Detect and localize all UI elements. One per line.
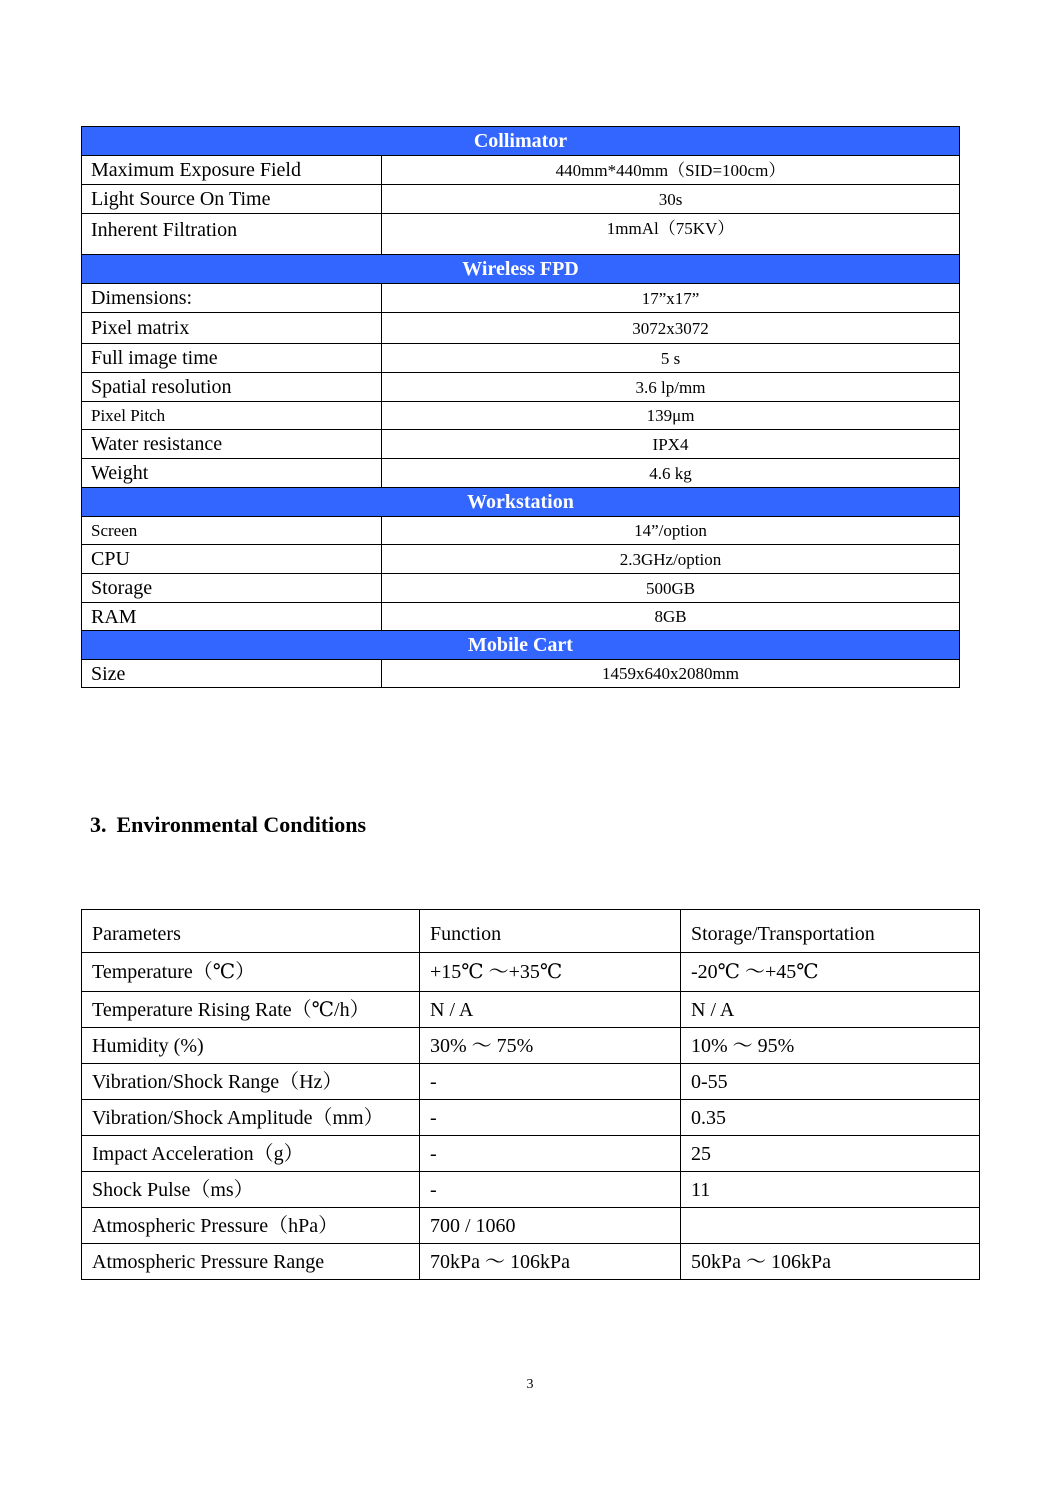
env-function: N / A bbox=[420, 992, 681, 1028]
spec-label: RAM bbox=[82, 603, 382, 631]
spec-value: 14”/option bbox=[382, 517, 960, 545]
spec-row bbox=[82, 185, 960, 214]
env-row bbox=[82, 1172, 980, 1208]
section-title: Collimator bbox=[82, 127, 960, 156]
spec-value: 30s bbox=[382, 185, 960, 214]
env-parameter: Impact Acceleration（g） bbox=[82, 1136, 420, 1172]
env-parameter: Vibration/Shock Range（Hz） bbox=[82, 1064, 420, 1100]
env-storage: 50kPa ～ 106kPa bbox=[681, 1244, 980, 1280]
spec-value: IPX4 bbox=[382, 430, 960, 459]
section-heading-text: Environmental Conditions bbox=[116, 812, 367, 837]
env-parameter: Atmospheric Pressure Range bbox=[82, 1244, 420, 1280]
spec-row bbox=[82, 284, 960, 313]
spec-row bbox=[82, 313, 960, 344]
spec-label: Screen bbox=[82, 517, 382, 545]
env-function: - bbox=[420, 1064, 681, 1100]
env-function: 700 / 1060 bbox=[420, 1208, 681, 1244]
section-title: Workstation bbox=[82, 488, 960, 517]
env-function: 30% ～ 75% bbox=[420, 1028, 681, 1064]
page-number: 3 bbox=[526, 1377, 534, 1392]
env-row bbox=[82, 953, 980, 992]
env-parameter: Temperature Rising Rate（℃/h） bbox=[82, 992, 420, 1028]
section-header-mobile-cart bbox=[82, 631, 960, 660]
env-storage: -20℃ ～+45℃ bbox=[681, 953, 980, 992]
spec-row bbox=[82, 660, 960, 688]
spec-value: 139μm bbox=[382, 402, 960, 430]
spec-label: Water resistance bbox=[82, 430, 382, 459]
env-storage: 10% ～ 95% bbox=[681, 1028, 980, 1064]
spec-value: 3.6 lp/mm bbox=[382, 373, 960, 402]
env-storage: 25 bbox=[681, 1136, 980, 1172]
env-row bbox=[82, 992, 980, 1028]
spec-value: 1459x640x2080mm bbox=[382, 660, 960, 688]
spec-label: CPU bbox=[82, 545, 382, 574]
env-header-cell: Function bbox=[420, 910, 681, 953]
env-row bbox=[82, 1064, 980, 1100]
spec-label: Dimensions: bbox=[82, 284, 382, 313]
spec-value: 3072x3072 bbox=[382, 313, 960, 344]
env-header-cell: Parameters bbox=[82, 910, 420, 953]
spec-row bbox=[82, 574, 960, 603]
spec-label: Maximum Exposure Field bbox=[82, 156, 382, 185]
spec-row bbox=[82, 402, 960, 430]
spec-label: Full image time bbox=[82, 344, 382, 373]
env-parameter: Atmospheric Pressure（hPa） bbox=[82, 1208, 420, 1244]
env-header-row bbox=[82, 910, 980, 953]
spec-row bbox=[82, 373, 960, 402]
spec-value: 4.6 kg bbox=[382, 459, 960, 488]
section-number: 3. bbox=[90, 812, 107, 837]
env-storage: N / A bbox=[681, 992, 980, 1028]
spec-label: Inherent Filtration bbox=[82, 214, 382, 255]
spec-row bbox=[82, 156, 960, 185]
specifications-table bbox=[81, 126, 960, 688]
section-heading-environmental bbox=[90, 812, 366, 838]
spec-label: Pixel matrix bbox=[82, 313, 382, 344]
spec-label: Size bbox=[82, 660, 382, 688]
env-parameter: Humidity (%) bbox=[82, 1028, 420, 1064]
env-function: - bbox=[420, 1100, 681, 1136]
spec-value: 440mm*440mm（SID=100cm） bbox=[382, 156, 960, 185]
spec-value: 5 s bbox=[382, 344, 960, 373]
env-function: +15℃ ～+35℃ bbox=[420, 953, 681, 992]
env-row bbox=[82, 1208, 980, 1244]
env-header-cell: Storage/Transportation bbox=[681, 910, 980, 953]
spec-value: 8GB bbox=[382, 603, 960, 631]
spec-label: Spatial resolution bbox=[82, 373, 382, 402]
spec-row bbox=[82, 344, 960, 373]
env-storage bbox=[681, 1208, 980, 1244]
spec-row bbox=[82, 545, 960, 574]
spec-value: 1mmAl（75KV） bbox=[382, 214, 960, 255]
spec-row bbox=[82, 603, 960, 631]
environmental-conditions-table bbox=[81, 909, 980, 1280]
env-row bbox=[82, 1028, 980, 1064]
spec-value: 17”x17” bbox=[382, 284, 960, 313]
section-header-collimator bbox=[82, 127, 960, 156]
env-storage: 11 bbox=[681, 1172, 980, 1208]
env-function: - bbox=[420, 1136, 681, 1172]
spec-row bbox=[82, 214, 960, 255]
env-row bbox=[82, 1100, 980, 1136]
spec-label: Light Source On Time bbox=[82, 185, 382, 214]
spec-label: Pixel Pitch bbox=[82, 402, 382, 430]
env-parameter: Vibration/Shock Amplitude（mm） bbox=[82, 1100, 420, 1136]
env-function: - bbox=[420, 1172, 681, 1208]
env-storage: 0.35 bbox=[681, 1100, 980, 1136]
env-parameter: Shock Pulse（ms） bbox=[82, 1172, 420, 1208]
env-row bbox=[82, 1244, 980, 1280]
env-parameter: Temperature（℃） bbox=[82, 953, 420, 992]
env-storage: 0-55 bbox=[681, 1064, 980, 1100]
section-title: Mobile Cart bbox=[82, 631, 960, 660]
section-header-workstation bbox=[82, 488, 960, 517]
spec-value: 2.3GHz/option bbox=[382, 545, 960, 574]
spec-label: Storage bbox=[82, 574, 382, 603]
spec-row bbox=[82, 517, 960, 545]
spec-row bbox=[82, 430, 960, 459]
spec-value: 500GB bbox=[382, 574, 960, 603]
section-header-wireless-fpd bbox=[82, 255, 960, 284]
spec-row bbox=[82, 459, 960, 488]
env-row bbox=[82, 1136, 980, 1172]
env-function: 70kPa ～ 106kPa bbox=[420, 1244, 681, 1280]
section-title: Wireless FPD bbox=[82, 255, 960, 284]
spec-label: Weight bbox=[82, 459, 382, 488]
